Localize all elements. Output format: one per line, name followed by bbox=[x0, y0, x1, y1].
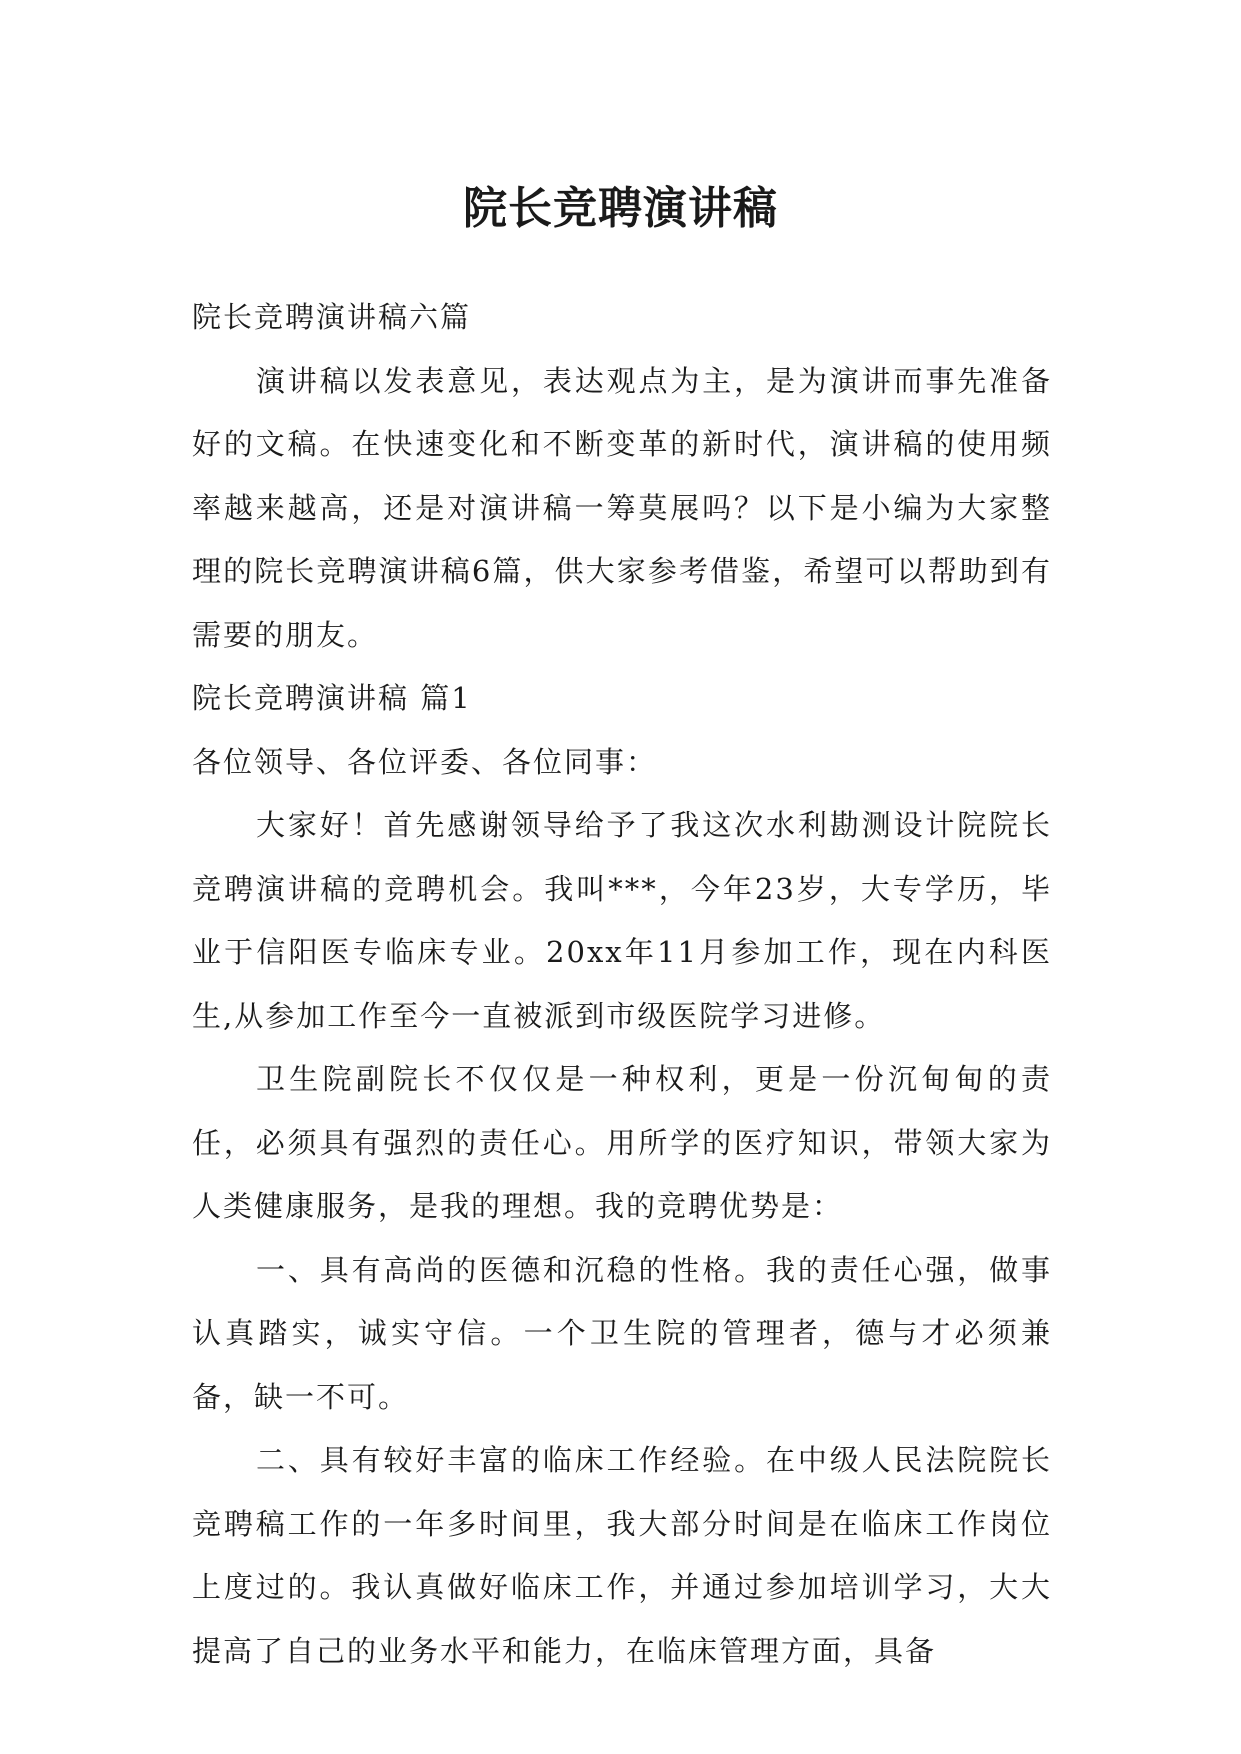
body-paragraph: 二、具有较好丰富的临床工作经验。在中级人民法院院长竞聘稿工作的一年多时间里，我大部分时间是在临床工作岗位上度过的。我认真做好临床工作，并通过参加培训学习，大大提高了自己的业务水平和能力，在临床管理方面，具备 bbox=[192, 1443, 1052, 1668]
document-body bbox=[192, 286, 1052, 1683]
section-heading: 院长竞聘演讲稿 篇1 bbox=[192, 681, 472, 715]
subtitle-paragraph: 院长竞聘演讲稿六篇 bbox=[192, 300, 472, 334]
body-paragraph: 一、具有高尚的医德和沉稳的性格。我的责任心强，做事认真踏实，诚实守信。一个卫生院的管理者，德与才必须兼备，缺一不可。 bbox=[192, 1252, 1052, 1414]
intro-paragraph: 演讲稿以发表意见，表达观点为主，是为演讲而事先准备好的文稿。在快速变化和不断变革的新时代，演讲稿的使用频率越来越高，还是对演讲稿一筹莫展吗？以下是小编为大家整理的院长竞聘演讲稿6篇，供大家参考借鉴，希望可以帮助到有需要的朋友。 bbox=[192, 363, 1052, 652]
body-paragraph: 大家好！首先感谢领导给予了我这次水利勘测设计院院长竞聘演讲稿的竞聘机会。我叫***，今年23岁，大专学历，毕业于信阳医专临床专业。20xx年11月参加工作，现在内科医生,从参加工作至今一直被派到市级医院学习进修。 bbox=[192, 808, 1052, 1033]
body-paragraph: 卫生院副院长不仅仅是一种权利，更是一份沉甸甸的责任，必须具有强烈的责任心。用所学的医疗知识，带领大家为人类健康服务，是我的理想。我的竞聘优势是： bbox=[192, 1062, 1052, 1223]
document-title: 院长竞聘演讲稿 bbox=[463, 183, 778, 235]
salutation-paragraph: 各位领导、各位评委、各位同事： bbox=[192, 744, 658, 779]
